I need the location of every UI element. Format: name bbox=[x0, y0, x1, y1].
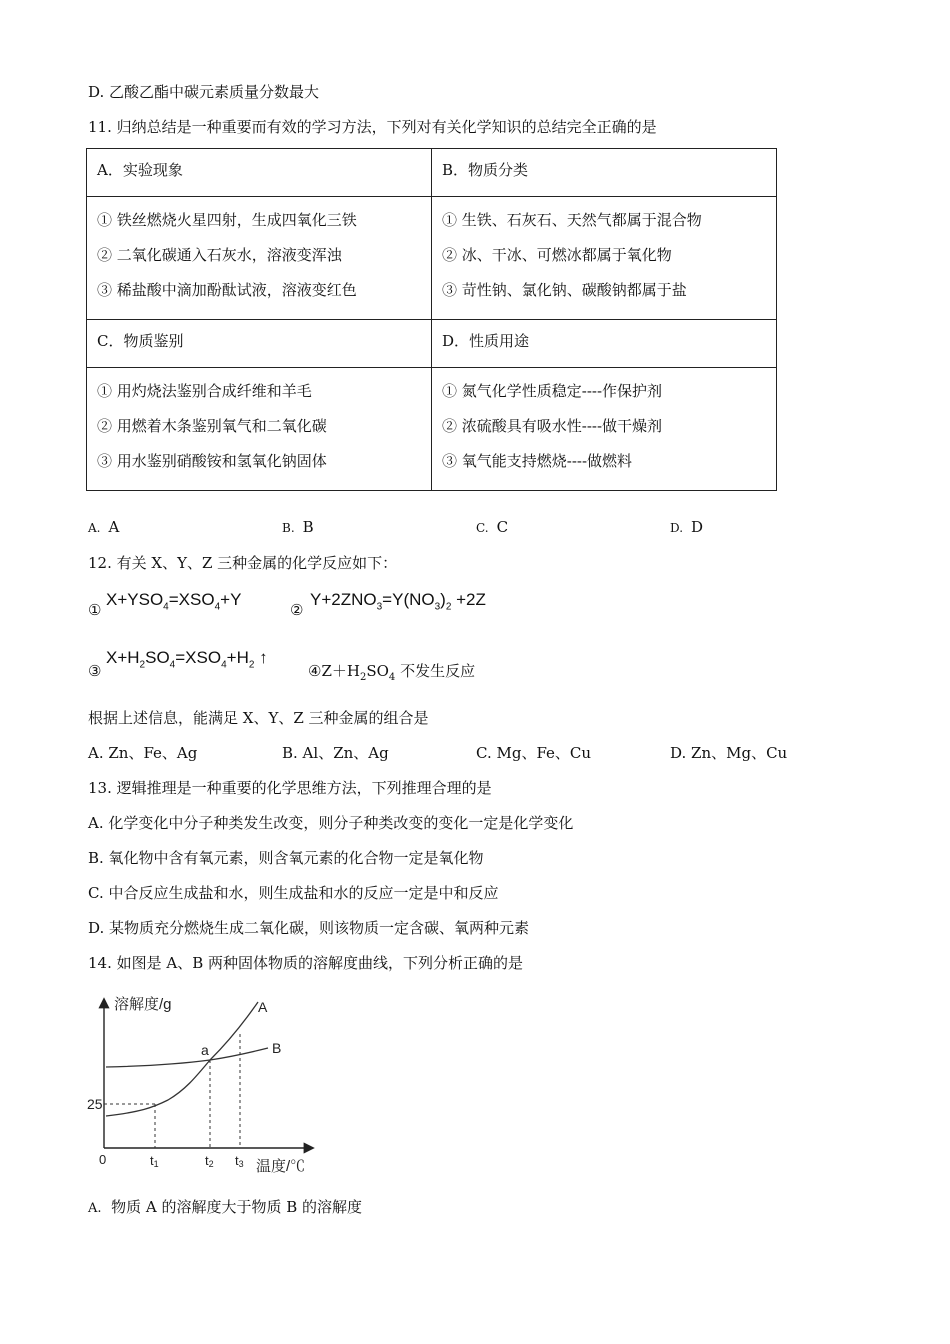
q11-cell-b-body bbox=[432, 197, 777, 320]
q12-marker-3: ③ bbox=[88, 662, 102, 680]
q11-a-item: ③ 稀盐酸中滴加酚酞试液，溶液变红色 bbox=[97, 281, 357, 299]
q11-cell-d-body bbox=[432, 368, 777, 491]
q11-b-item: ② 冰、干冰、可燃冰都属于氧化物 bbox=[442, 246, 672, 264]
q12-option-c[interactable]: C. Mg、Fe、Cu bbox=[476, 744, 592, 762]
x-tick-t2: t2 bbox=[205, 1153, 214, 1169]
q11-cell-b-head: B．物质分类 bbox=[432, 149, 777, 197]
q12-reaction-2: $Y+2ZNO_3=Y(NO_3)_2 +2Z$ bbox=[310, 590, 486, 613]
q12-marker-2: ② bbox=[290, 601, 304, 619]
solubility-chart bbox=[80, 990, 340, 1180]
q11-d-item: ③ 氧气能支持燃烧----做燃料 bbox=[442, 452, 633, 470]
q11-cell-c-body bbox=[87, 368, 432, 491]
q11-d-item: ① 氮气化学性质稳定----作保护剂 bbox=[442, 382, 663, 400]
x-tick-t1: t1 bbox=[150, 1153, 159, 1169]
q13-option-c[interactable]: C. 中合反应生成盐和水，则生成盐和水的反应一定是中和反应 bbox=[88, 884, 499, 902]
intersection-label: a bbox=[201, 1042, 209, 1058]
q13-option-a[interactable]: A. 化学变化中分子种类发生改变，则分子种类改变的变化一定是化学变化 bbox=[88, 814, 574, 832]
q12-reaction-1: $X+YSO_4=XSO_4+Y$ bbox=[106, 590, 242, 613]
q11-c-item: ③ 用水鉴别硝酸铵和氢氧化钠固体 bbox=[97, 452, 327, 470]
q11-table bbox=[86, 148, 777, 491]
q11-d-item: ② 浓硫酸具有吸水性----做干燥剂 bbox=[442, 417, 663, 435]
q11-option-c[interactable]: C. C bbox=[476, 518, 509, 536]
origin-label: 0 bbox=[99, 1152, 107, 1167]
q14-option-a[interactable]: A. 物质 A 的溶解度大于物质 B 的溶解度 bbox=[88, 1198, 363, 1216]
q13-option-b[interactable]: B. 氧化物中含有氧元素，则含氧元素的化合物一定是氧化物 bbox=[88, 849, 484, 867]
q12-option-b[interactable]: B. Al、Zn、Ag bbox=[282, 744, 389, 762]
q12-stem: 12. 有关 X、Y、Z 三种金属的化学反应如下： bbox=[88, 554, 398, 572]
q11-cell-d-head: D．性质用途 bbox=[432, 320, 777, 368]
series-a-curve bbox=[106, 1002, 258, 1116]
y-axis-label: 溶解度/g bbox=[114, 996, 172, 1013]
q13-option-d[interactable]: D. 某物质充分燃烧生成二氧化碳，则该物质一定含碳、氧两种元素 bbox=[88, 919, 530, 937]
q11-cell-c-head: C．物质鉴别 bbox=[87, 320, 432, 368]
q11-option-d[interactable]: D. D bbox=[670, 518, 704, 536]
q11-stem: 11. 归纳总结是一种重要而有效的学习方法，下列对有关化学知识的总结完全正确的是 bbox=[88, 118, 657, 136]
q12-option-d[interactable]: D. Zn、Mg、Cu bbox=[670, 744, 788, 762]
q11-cell-a-head: A．实验现象 bbox=[87, 149, 432, 197]
q12-reaction-3: $X+H_2SO_4=XSO_4+H_2$ ↑ bbox=[106, 648, 268, 671]
series-b-label: B bbox=[272, 1040, 282, 1056]
q11-cell-a-body bbox=[87, 197, 432, 320]
q11-b-item: ① 生铁、石灰石、天然气都属于混合物 bbox=[442, 211, 702, 229]
q11-a-item: ① 铁丝燃烧火星四射，生成四氧化三铁 bbox=[97, 211, 357, 229]
x-tick-t3: t3 bbox=[235, 1153, 244, 1169]
y-tick-25: 25 bbox=[87, 1096, 103, 1112]
q11-b-item: ③ 苛性钠、氯化钠、碳酸钠都属于盐 bbox=[442, 281, 687, 299]
x-axis-label: 温度/℃ bbox=[256, 1158, 306, 1175]
q11-option-a[interactable]: A. A bbox=[88, 518, 120, 536]
series-b-curve bbox=[106, 1048, 268, 1067]
q12-marker-1: ① bbox=[88, 601, 102, 619]
q11-a-item: ② 二氧化碳通入石灰水，溶液变浑浊 bbox=[97, 246, 342, 264]
q11-c-item: ① 用灼烧法鉴别合成纤维和羊毛 bbox=[97, 382, 312, 400]
q12-reaction-4: $④Z+H_2SO_4$ 不发生反应 bbox=[308, 662, 476, 683]
q10-option-d: D. 乙酸乙酯中碳元素质量分数最大 bbox=[88, 83, 320, 101]
q11-option-b[interactable]: B. B bbox=[282, 518, 314, 536]
q13-stem: 13. 逻辑推理是一种重要的化学思维方法，下列推理合理的是 bbox=[88, 779, 492, 797]
series-a-label: A bbox=[258, 999, 268, 1015]
q14-stem: 14. 如图是 A、B 两种固体物质的溶解度曲线，下列分析正确的是 bbox=[88, 954, 524, 972]
q12-option-a[interactable]: A. Zn、Fe、Ag bbox=[88, 744, 198, 762]
q11-c-item: ② 用燃着木条鉴别氧气和二氧化碳 bbox=[97, 417, 327, 435]
q12-conclusion: 根据上述信息，能满足 X、Y、Z 三种金属的组合是 bbox=[88, 709, 429, 727]
